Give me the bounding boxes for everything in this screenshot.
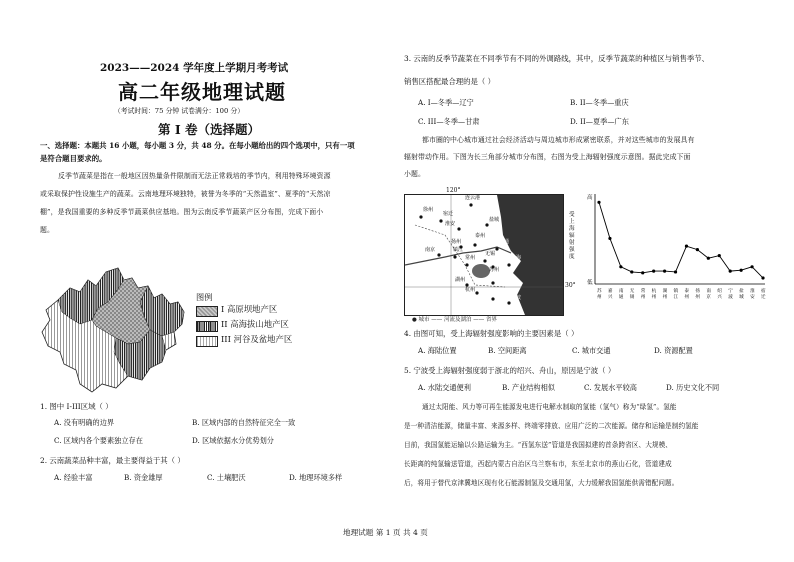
delta-city-map — [404, 194, 564, 316]
chart-point — [718, 254, 721, 257]
chart-category-label: 淮 — [750, 289, 755, 294]
paper-title: 高二年级地理试题 — [118, 80, 286, 104]
q1-option-d[interactable]: D. 区域依据水分优势划分 — [192, 436, 274, 445]
map-city-label: 泰州 — [475, 233, 486, 239]
q4-option-b[interactable]: B. 空间距离 — [488, 346, 527, 355]
chart-category-label: 无 — [629, 289, 635, 294]
chart-point — [597, 201, 600, 204]
passage1-line1: 反季节蔬菜是指在一般地区因热量条件限制而无法正常栽培的季节内，利用特殊环境资源 — [58, 172, 331, 180]
exam-title-line: 2023——2024 学年度上学期月考考试 — [100, 62, 289, 74]
passage3-line5: 后，将用于替代京津冀地区现有化石能源制氢及交通用氢，大力缓解我国氢能供需错配问题。 — [404, 479, 679, 487]
chart-point — [685, 245, 688, 248]
chart-category-label: 城 — [739, 295, 744, 300]
map-city-label: 宁波 — [511, 295, 522, 301]
legend-item-2: II 高海拔山地产区 — [221, 319, 289, 329]
instructions-line2: 是符合题目要求的。 — [40, 154, 107, 163]
map-legend-footer: ● 城市 —— 河流及湖泊 —— 省界 — [412, 317, 498, 323]
chart-category-label: 兴 — [717, 295, 722, 300]
chart-point — [652, 270, 655, 273]
map-city-label: 南京 — [425, 247, 436, 253]
q2-option-b[interactable]: B. 资金雄厚 — [124, 473, 163, 482]
legend-title: 图例 — [196, 292, 213, 302]
chart-category-label: 盐 — [739, 289, 744, 294]
map-city-label: 盐城 — [489, 217, 500, 223]
passage3-line1: 通过太阳能、风力等可再生能源发电进行电解水制取的氢能（氢气）称为“绿氢”。氢能 — [422, 403, 677, 411]
chart-category-label: 波 — [728, 295, 733, 300]
chart-point — [630, 270, 633, 273]
chart-category-label: 绍 — [717, 289, 722, 294]
map-city-label: 嘉兴 — [493, 273, 504, 279]
legend-item-3: III 河谷及盆地产区 — [221, 334, 293, 344]
chart-category-label: 州 — [684, 295, 690, 300]
chart-point — [608, 237, 611, 240]
chart-category-label: 嘉 — [607, 289, 613, 294]
chart-ylabel-char: 上 — [569, 219, 575, 225]
radiation-chart — [565, 188, 775, 313]
passage1-line3: 棚”，是我国重要的多种反季节蔬菜供应基地。图为云南反季节蔬菜产区分布图，完成下面小 — [40, 208, 324, 216]
q3-option-c[interactable]: C. III—冬季—甘肃 — [418, 117, 480, 126]
chart-point — [641, 271, 644, 274]
chart-ylabel-char: 度 — [569, 254, 575, 260]
map-city-label: 苏州 — [489, 267, 500, 273]
chart-category-label: 锡 — [629, 295, 635, 300]
chart-category-label: 州 — [651, 295, 657, 300]
chart-category-label: 京 — [706, 295, 711, 300]
chart-category-label: 江 — [673, 295, 679, 300]
exam-info: （考试时间：75 分钟 试卷满分：100 分） — [114, 107, 245, 115]
chart-ytick-top: 高 — [587, 195, 593, 201]
map-city-label: 扬州 — [451, 239, 462, 245]
map-city-label: 南通 — [499, 239, 510, 245]
q1-option-a[interactable]: A. 没有明确的边界 — [54, 418, 115, 427]
map-city-label: 连云港 — [465, 195, 481, 201]
map-longitude-label: 120° — [446, 187, 461, 194]
chart-point — [707, 257, 710, 260]
q3-option-d[interactable]: D. II—夏季—广东 — [570, 117, 629, 126]
radiation-chart-svg — [565, 188, 775, 313]
chart-category-label: 镇 — [673, 289, 679, 294]
chart-ylabel-char: 受 — [569, 212, 575, 218]
legend-item-1: I 高原坝地产区 — [221, 304, 278, 314]
chart-series-line — [599, 202, 763, 278]
legend-swatch-high-altitude — [196, 321, 218, 332]
q4-stem: 4. 由图可知，受上海辐射强度影响的主要因素是（ ） — [404, 329, 579, 338]
chart-category-label: 南 — [618, 289, 624, 294]
q1-option-b[interactable]: B. 区域内部的自然特征完全一致 — [192, 418, 296, 427]
chart-point — [750, 265, 753, 268]
q2-option-c[interactable]: C. 土壤肥沃 — [207, 473, 246, 482]
q5-option-b[interactable]: B. 产业结构相似 — [502, 383, 555, 392]
chart-category-label: 州 — [662, 295, 668, 300]
map-city-label: 杭州 — [465, 287, 476, 293]
passage3-line2: 是一种清洁能源，储量丰富、来源多样、终端零排放、应用广泛的二次能源。储存和运输是制约氢能 — [404, 422, 699, 430]
chart-point — [663, 270, 666, 273]
map-latitude-label: 30° — [565, 282, 576, 289]
q2-stem: 2. 云南蔬菜品种丰富，最主要得益于其（ ） — [40, 456, 185, 465]
chart-point — [696, 248, 699, 251]
yunnan-region-map — [36, 258, 196, 398]
chart-ylabel-char: 射 — [569, 240, 575, 246]
chart-category-label: 州 — [640, 295, 646, 300]
chart-category-label: 湖 — [662, 289, 668, 294]
chart-category-label: 兴 — [607, 295, 613, 300]
map-city-label: 淮安 — [445, 221, 456, 227]
chart-category-label: 南 — [706, 289, 711, 294]
passage1-line2: 或采取保护性设施生产的蔬菜。云南地理环境独特，被誉为冬季的“天然温室”、夏季的“天然凉 — [40, 190, 331, 198]
map-city-label: 无锡 — [485, 251, 496, 257]
chart-ylabel-char: 海 — [569, 226, 575, 232]
page-footer: 地理试题 第 1 页 共 4 页 — [343, 528, 428, 537]
chart-category-label: 州 — [597, 295, 602, 300]
map-city-label: 宿迁 — [443, 211, 454, 217]
map-city-label: 镇江 — [453, 247, 464, 253]
map-city-label: 绍兴 — [497, 291, 508, 297]
chart-ylabel-char: 辐 — [569, 233, 575, 239]
chart-category-label: 扬 — [695, 289, 701, 294]
chart-point — [761, 276, 764, 279]
q2-option-a[interactable]: A. 经验丰富 — [54, 473, 93, 482]
chart-category-label: 苏 — [597, 289, 602, 294]
passage3-line3: 目前，我国氢能运输以公路运输为主。“西氢东送”管道是我国拟建的首条跨省区、大规模、 — [404, 441, 672, 449]
chart-ylabel-char: 强 — [569, 247, 575, 253]
q3-stem-line2: 销售区搭配最合理的是（ ） — [404, 77, 496, 86]
passage3-line4: 长距离的纯氢输送管道，西起内蒙古自治区乌兰察布市，东至北京市的燕山石化，管道建成 — [404, 460, 672, 468]
chart-category-label: 杭 — [651, 289, 657, 294]
q1-option-c[interactable]: C. 区域内各个要素独立存在 — [54, 436, 143, 445]
q4-option-a[interactable]: A. 海陆位置 — [418, 346, 457, 355]
chart-point — [729, 270, 732, 273]
q3-option-a[interactable]: A. I—冬季—辽宁 — [418, 98, 474, 107]
q2-option-d[interactable]: D. 地理环境多样 — [289, 473, 343, 482]
q4-option-c[interactable]: C. 城市交通 — [572, 346, 611, 355]
map-city-label: 上海 — [511, 255, 522, 261]
chart-category-label: 常 — [640, 289, 646, 294]
chart-point — [619, 265, 622, 268]
legend-swatch-valley — [196, 336, 218, 347]
q5-option-a[interactable]: A. 水陆交通便利 — [418, 383, 471, 392]
map-city-label: 徐州 — [423, 207, 434, 213]
map-city-label: 湖州 — [455, 277, 466, 283]
chart-point — [674, 270, 677, 273]
chart-ytick-bottom: 低 — [587, 280, 593, 286]
section-title: 第 I 卷（选择题） — [158, 122, 261, 137]
q3-stem-line1: 3. 云南的反季节蔬菜在不同季节有不同的外调路线，其中，反季节蔬菜的种植区与销售季节、 — [404, 54, 710, 63]
chart-category-label: 通 — [618, 295, 624, 300]
passage2-line3: 小题。 — [404, 170, 425, 178]
legend-swatch-highland-plain — [196, 306, 218, 317]
q3-option-b[interactable]: B. II—冬季—重庆 — [570, 98, 629, 107]
chart-category-label: 州 — [695, 295, 701, 300]
chart-category-label: 宿 — [761, 289, 766, 294]
q5-option-d[interactable]: D. 历史文化不同 — [666, 383, 720, 392]
chart-category-label: 宁 — [728, 289, 733, 294]
chart-point — [740, 269, 743, 272]
q5-stem: 5. 宁波受上海辐射强度弱于浙北的绍兴、舟山，原因是宁波（ ） — [404, 366, 616, 375]
chart-category-label: 迁 — [761, 295, 766, 300]
chart-category-label: 泰 — [684, 289, 690, 294]
map-city-label: 常州 — [465, 255, 476, 261]
q5-option-c[interactable]: C. 发展水平较高 — [584, 383, 637, 392]
instructions-line1: 一、选择题：本题共 16 小题，每小题 3 分，共 48 分。在每小题给出的四个选项中，只有一项 — [40, 141, 355, 150]
chart-category-label: 安 — [750, 295, 755, 300]
passage2-line2: 辐射带动作用。下图为长三角部分城市分布图，右图为受上海辐射强度示意图。据此完成下面 — [404, 153, 691, 161]
passage1-line4: 题。 — [40, 226, 54, 234]
q1-stem: 1. 图中 I-III区域（ ） — [40, 402, 113, 411]
passage2-line1: 都市圈的中心城市通过社会经济活动与周边城市形成紧密联系，并对这些城市的发展具有 — [422, 136, 695, 144]
q4-option-d[interactable]: D. 资源配置 — [654, 346, 693, 355]
